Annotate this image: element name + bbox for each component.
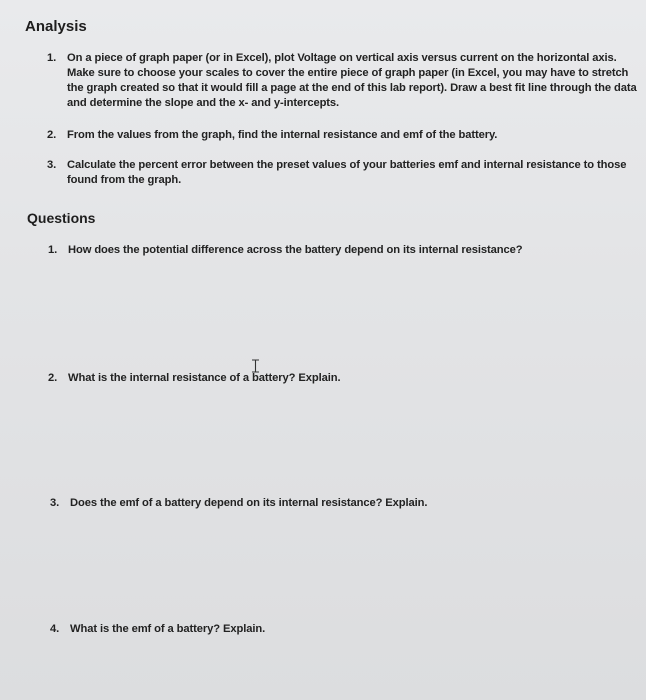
item-text: How does the potential difference across the battery depend on its internal resistance? [68, 244, 523, 256]
item-number: 3. [47, 159, 57, 171]
item-text: Calculate the percent error between the preset values of your batteries emf and internal resistance to those found from the graph. [67, 159, 627, 186]
item-text: From the values from the graph, find the internal resistance and emf of the battery. [67, 129, 498, 141]
analysis-item-3 [47, 158, 637, 190]
item-number: 2. [47, 129, 57, 141]
item-number: 1. [48, 244, 58, 256]
item-number: 1. [47, 52, 57, 64]
question-item-2 [48, 371, 638, 387]
question-item-3 [50, 496, 640, 512]
item-number: 2. [48, 372, 58, 384]
analysis-item-2 [47, 128, 637, 144]
item-number: 4. [50, 623, 60, 635]
questions-heading: Questions [27, 210, 96, 226]
question-item-4 [50, 622, 640, 638]
item-text: Does the emf of a battery depend on its internal resistance? Explain. [70, 497, 428, 509]
item-text: What is the emf of a battery? Explain. [70, 623, 266, 635]
question-item-1 [48, 243, 638, 259]
item-number: 3. [50, 497, 60, 509]
text-cursor-icon [251, 359, 260, 373]
item-text: On a piece of graph paper (or in Excel), plot Voltage on vertical axis versus current on the horizontal axis. Make sure to choose your scales to cover the entire piece of graph paper (in Excel, you may have to stretch the graph created so that it would fill a page at the end of this lab report). Draw a best fit line through the data and determine the slope and the x- and y-intercepts. [67, 52, 637, 109]
analysis-heading: Analysis [25, 18, 87, 35]
item-text: What is the internal resistance of a battery? Explain. [68, 372, 341, 384]
analysis-item-1 [47, 51, 637, 113]
